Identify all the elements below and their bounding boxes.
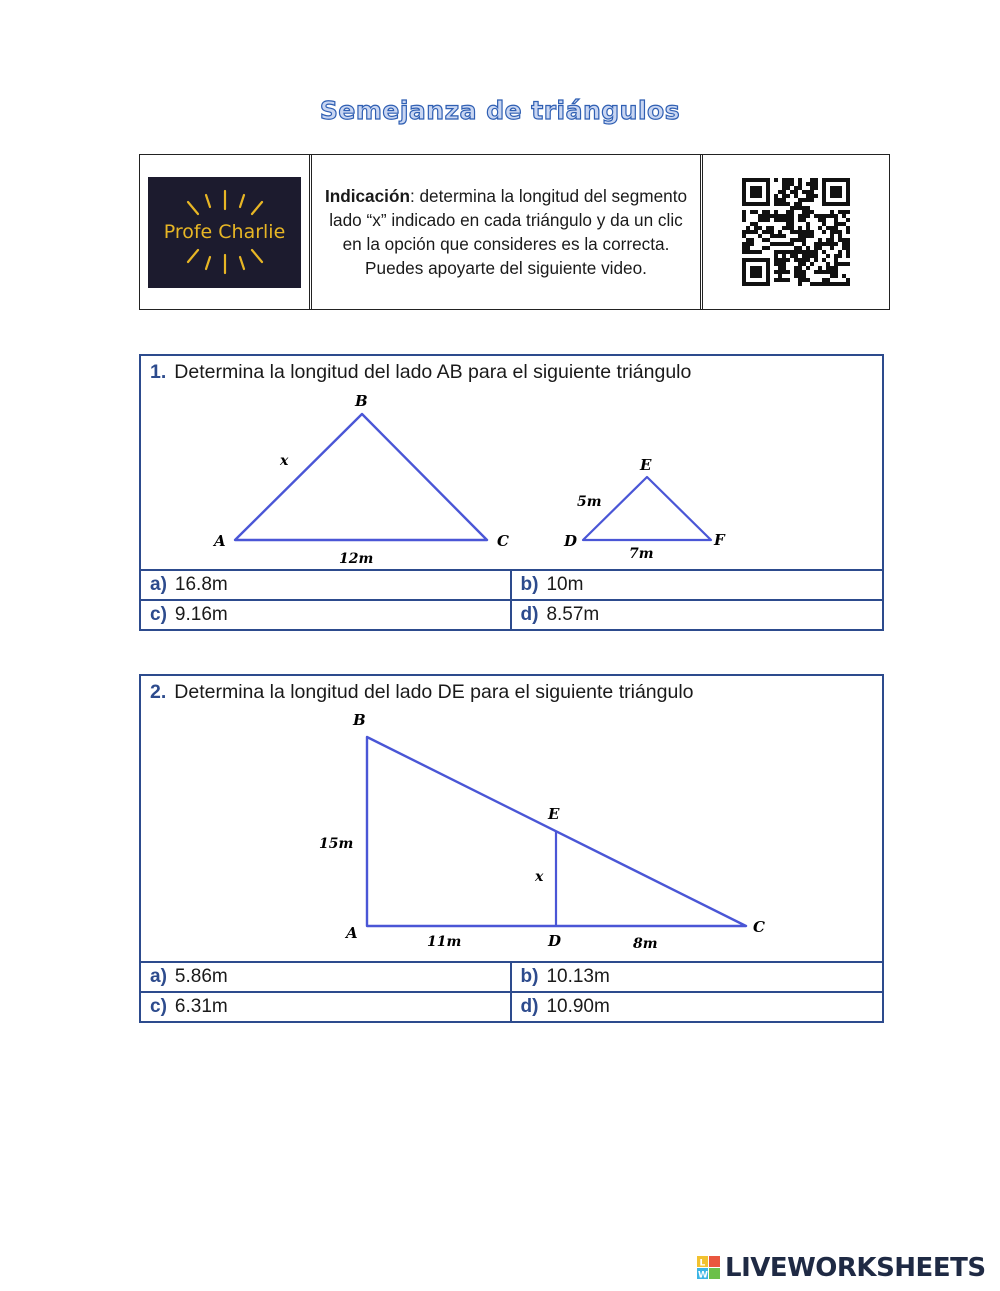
question-2-options xyxy=(141,961,882,1021)
question-1-number: 1. xyxy=(150,361,167,383)
option-1b[interactable] xyxy=(512,571,883,599)
question-2 xyxy=(139,674,884,1023)
side-x-label: x xyxy=(535,869,544,885)
option-value: 10m xyxy=(546,574,584,595)
option-2c[interactable] xyxy=(141,993,512,1021)
option-value: 16.8m xyxy=(174,574,228,595)
qr-cell xyxy=(703,155,889,309)
question-1-figure xyxy=(141,356,882,571)
logo-text: Profe Charlie xyxy=(163,221,286,243)
side-7m-label: 7m xyxy=(629,546,654,562)
options-row xyxy=(141,599,882,629)
side-8m-label: 8m xyxy=(633,936,658,952)
question-1-text: Determina la longitud del lado AB para el siguiente triángulo xyxy=(174,361,692,383)
option-value: 6.31m xyxy=(174,996,228,1017)
options-row xyxy=(141,961,882,991)
vertex-b-label: B xyxy=(355,392,368,410)
page-title: Semejanza de triángulos xyxy=(319,96,681,125)
vertex-c-label: C xyxy=(497,532,509,550)
question-2-number: 2. xyxy=(150,681,167,703)
option-letter: c) xyxy=(150,604,167,625)
instruction-cell xyxy=(312,155,703,309)
options-row xyxy=(141,991,882,1021)
side-x-label: x xyxy=(280,453,289,469)
liveworksheets-logo-icon xyxy=(697,1256,721,1280)
option-value: 5.86m xyxy=(174,966,228,987)
option-letter: d) xyxy=(520,996,539,1017)
option-2a[interactable] xyxy=(141,963,512,991)
option-1d[interactable] xyxy=(512,601,883,629)
option-2d[interactable] xyxy=(512,993,883,1021)
option-letter: d) xyxy=(520,604,539,625)
options-row xyxy=(141,569,882,599)
instruction-body: : determina la longitud del segmento lado “x” indicado en cada triángulo y da un clic en la opción que consideres es la correcta. Puedes apoyarte del siguiente video. xyxy=(329,186,688,278)
option-letter: a) xyxy=(150,966,167,987)
liveworksheets-brand[interactable] xyxy=(697,1253,986,1283)
logo-letter-w: W xyxy=(698,1270,708,1280)
option-letter: b) xyxy=(520,966,539,987)
option-value: 10.90m xyxy=(546,996,610,1017)
vertex-f-label: F xyxy=(714,531,725,549)
side-15m-label: 15m xyxy=(319,836,354,852)
option-letter: c) xyxy=(150,996,167,1017)
vertex-e-label: E xyxy=(548,805,560,823)
question-1 xyxy=(139,354,884,631)
triangle-abc xyxy=(235,414,487,540)
vertex-a-label: A xyxy=(346,924,358,942)
side-11m-label: 11m xyxy=(427,934,462,950)
instruction-text xyxy=(320,184,692,280)
question-1-options xyxy=(141,569,882,629)
option-1a[interactable] xyxy=(141,571,512,599)
profe-charlie-logo xyxy=(148,177,301,288)
vertex-e-label: E xyxy=(640,456,652,474)
triangle-def xyxy=(583,477,711,540)
side-5m-label: 5m xyxy=(577,494,602,510)
vertex-b-label: B xyxy=(353,711,366,729)
vertex-a-label: A xyxy=(214,532,226,550)
instruction-label: Indicación xyxy=(324,186,410,206)
question-2-figure xyxy=(141,676,882,961)
option-value: 8.57m xyxy=(546,604,600,625)
vertex-c-label: C xyxy=(753,918,765,936)
vertex-d-label: D xyxy=(548,932,562,950)
vertex-d-label: D xyxy=(564,532,578,550)
brand-name: LIVEWORKSHEETS xyxy=(725,1253,986,1283)
option-letter: b) xyxy=(520,574,539,595)
qr-code-icon[interactable] xyxy=(742,178,850,286)
logo-cell xyxy=(140,155,312,309)
base-12m-label: 12m xyxy=(339,551,374,567)
header-table xyxy=(139,154,890,310)
option-2b[interactable] xyxy=(512,963,883,991)
option-letter: a) xyxy=(150,574,167,595)
option-value: 10.13m xyxy=(546,966,610,987)
option-1c[interactable] xyxy=(141,601,512,629)
option-value: 9.16m xyxy=(174,604,228,625)
logo-letter-l: L xyxy=(699,1258,706,1269)
question-2-text: Determina la longitud del lado DE para el siguiente triángulo xyxy=(174,681,694,703)
